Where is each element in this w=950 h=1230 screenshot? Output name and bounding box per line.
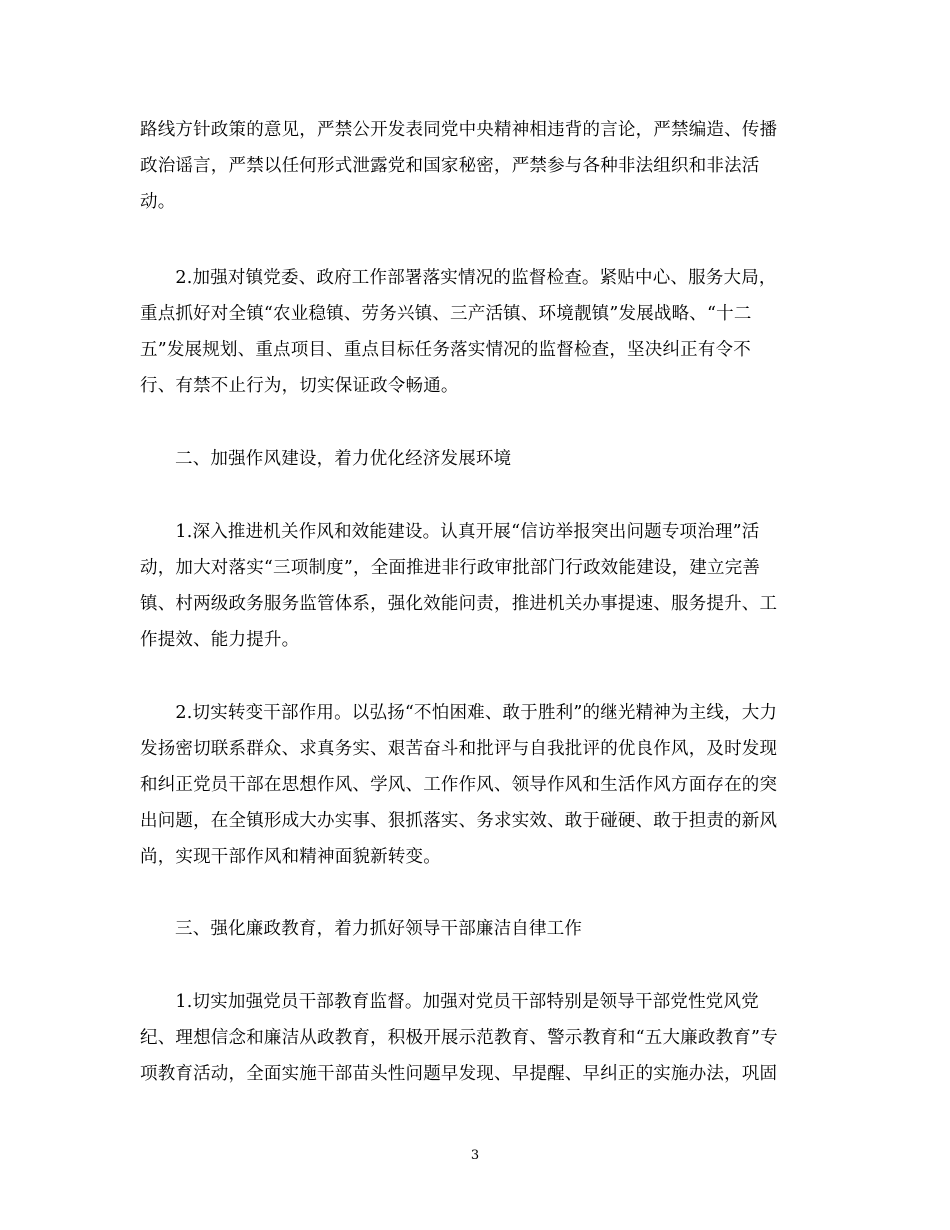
text-line: 出问题，在全镇形成大办实事、狠抓落实、务求实效、敢于碰硬、敢于担责的新风 — [140, 811, 778, 831]
section-heading-3: 三、强化廉政教育，着力抓好领导干部廉洁自律工作 — [175, 919, 583, 939]
text-line: 2.切实转变干部作用。以弘扬“不怕困难、敢于胜利”的继光精神为主线，大力 — [140, 703, 778, 723]
text-line: 行、有禁不止行为，切实保证政令畅通。 — [140, 376, 459, 396]
paragraph-education-supervision — [140, 984, 820, 1092]
text-line: 重点抓好对全镇“农业稳镇、劳务兴镇、三产活镇、环境靓镇”发展战略、“十二 — [140, 304, 752, 324]
text-line: 尚，实现干部作风和精神面貌新转变。 — [140, 847, 441, 867]
paragraph-efficiency-building — [140, 514, 820, 658]
paragraph-party-discipline — [140, 112, 820, 220]
text-line: 政治谣言，严禁以任何形式泄露党和国家秘密，严禁参与各种非法组织和非法活 — [140, 156, 760, 176]
text-line: 动，加大对落实“三项制度”，全面推进非行政审批部门行政效能建设，建立完善 — [140, 558, 761, 578]
text-line: 1.切实加强党员干部教育监督。加强对党员干部特别是领导干部党性党风党 — [140, 992, 759, 1012]
paragraph-supervision-inspection — [140, 260, 820, 404]
text-line: 作提效、能力提升。 — [140, 630, 300, 650]
section-heading-2: 二、加强作风建设，着力优化经济发展环境 — [175, 449, 512, 469]
text-line: 2.加强对镇党委、政府工作部署落实情况的监督检查。紧贴中心、服务大局， — [140, 268, 777, 288]
text-line: 纪、理想信念和廉洁从政教育，积极开展示范教育、警示教育和“五大廉政教育”专 — [140, 1028, 778, 1048]
text-line: 和纠正党员干部在思想作风、学风、工作作风、领导作风和生活作风方面存在的突 — [140, 775, 778, 795]
text-line: 项教育活动，全面实施干部苗头性问题早发现、早提醒、早纠正的实施办法，巩固 — [140, 1064, 778, 1084]
text-line: 动。 — [140, 192, 176, 212]
paragraph-cadre-style — [140, 695, 820, 875]
text-line: 路线方针政策的意见，严禁公开发表同党中央精神相违背的言论，严禁编造、传播 — [140, 120, 778, 140]
text-line: 发扬密切联系群众、求真务实、艰苦奋斗和批评与自我批评的优良作风，及时发现 — [140, 739, 778, 759]
page-number: 3 — [470, 1148, 480, 1163]
text-line: 1.深入推进机关作风和效能建设。认真开展“信访举报突出问题专项治理”活 — [140, 522, 760, 542]
text-line: 五”发展规划、重点项目、重点目标任务落实情况的监督检查，坚决纠正有令不 — [140, 340, 751, 360]
text-line: 镇、村两级政务服务监管体系，强化效能问责，推进机关办事提速、服务提升、工 — [140, 594, 778, 614]
